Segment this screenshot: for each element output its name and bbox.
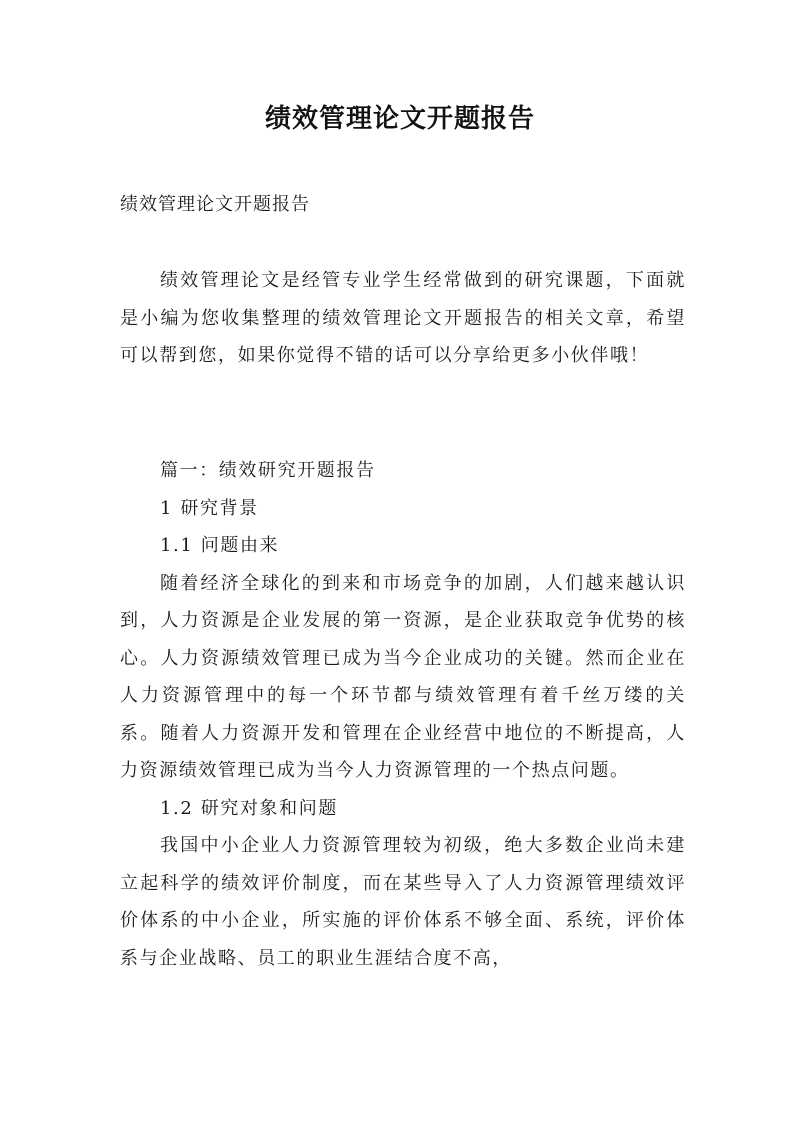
section-1-2-heading: 1.2 研究对象和问题 (160, 797, 338, 819)
section-1-heading: 1 研究背景 (160, 497, 259, 519)
chapter-heading: 篇一：绩效研究开题报告 (160, 460, 376, 481)
section-1-1-paragraph: 随着经济全球化的到来和市场竞争的加剧，人们越来越认识到，人力资源是企业发展的第一资源，是企业获取竞争优势的核心。人力资源绩效管理已成为当今企业成功的关键。然而企业在人力资源管理中的每一个环节都与绩效管理有着千丝万缕的关系。随着人力资源开发和管理在企业经营中地位的不断提高，人力资源绩效管理已成为当今人力资源管理的一个热点问题。 (120, 572, 686, 781)
section-1-1-heading: 1.1 问题由来 (160, 535, 280, 556)
section-1-2-paragraph: 我国中小企业人力资源管理较为初级，绝大多数企业尚未建立起科学的绩效评价制度，而在某些导入了人力资源管理绩效评价体系的中小企业，所实施的评价体系不够全面、系统，评价体系与企业战略、员工的职业生涯结合度不高， (120, 835, 686, 969)
document-title: 绩效管理论文开题报告 (264, 104, 535, 134)
report-section (120, 452, 686, 977)
document-subtitle: 绩效管理论文开题报告 (120, 194, 310, 215)
intro-paragraph: 绩效管理论文是经管专业学生经常做到的研究课题，下面就是小编为您收集整理的绩效管理论文开题报告的相关文章，希望可以帮到您，如果你觉得不错的话可以分享给更多小伙伴哦！ (120, 270, 686, 366)
